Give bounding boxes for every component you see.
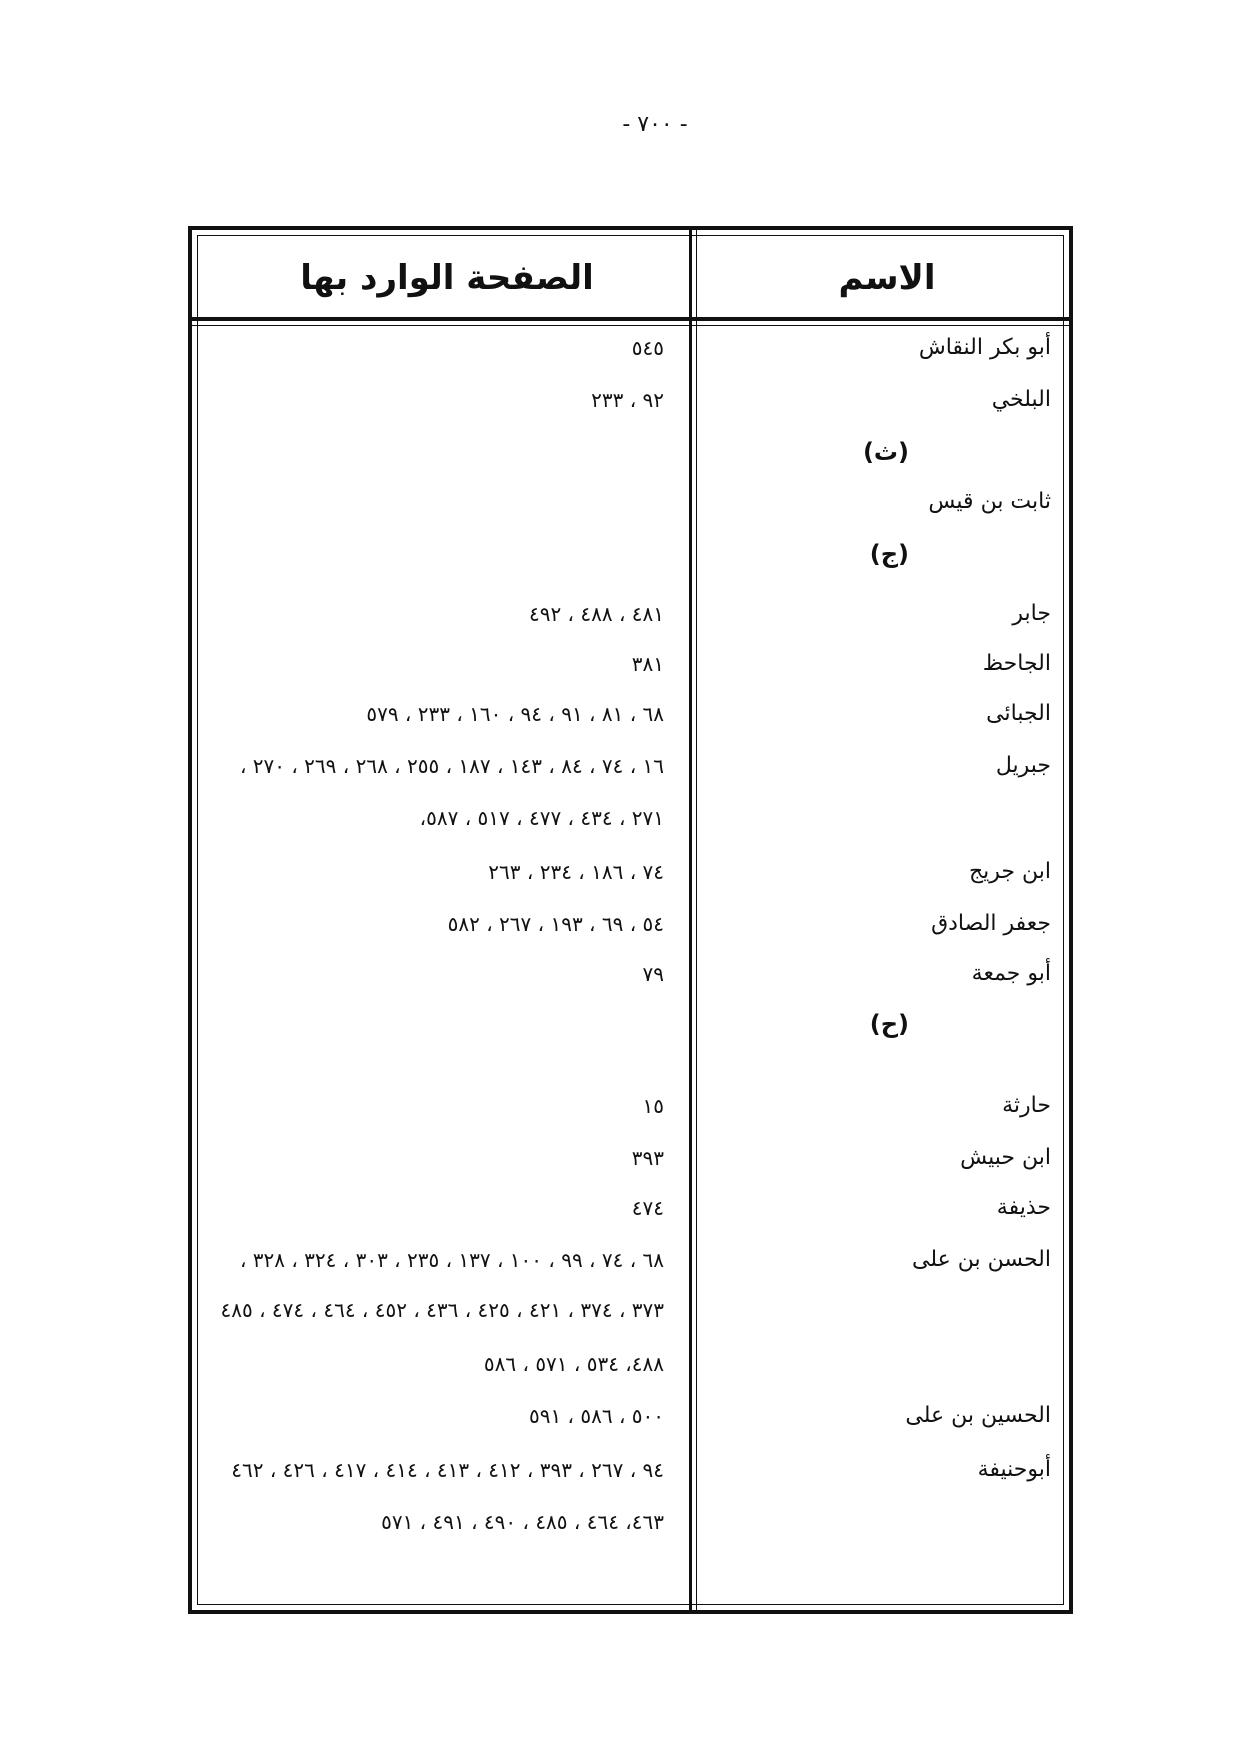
page-number: - ٧٠٠ - [622, 112, 688, 137]
pages-cell: ١٦ ، ٧٤ ، ٨٤ ، ١٤٣ ، ١٨٧ ، ٢٥٥ ، ٢٦٨ ، ٢٦٩ ، ٢٧٠ ، [239, 754, 664, 778]
table-row [192, 1080, 1069, 1132]
table-row [192, 740, 1069, 792]
name-cell: أبو بكر النقاش [918, 335, 1051, 360]
pages-cell: ٥٤٥ [631, 336, 664, 360]
pages-cell: ٢٧١ ، ٤٣٤ ، ٤٧٧ ، ٥١٧ ، ٥٨٧، [419, 806, 664, 830]
table-row [192, 1338, 1069, 1390]
pages-cell: ٥٠٠ ، ٥٨٦ ، ٥٩١ [528, 1404, 664, 1428]
name-cell: جبريل [995, 753, 1051, 778]
name-cell: ابن جريج [968, 859, 1051, 884]
name-cell: ابن حبيش [960, 1145, 1051, 1170]
name-cell: أبو جمعة [971, 961, 1051, 986]
letter-heading-row [192, 998, 1069, 1050]
table-row [192, 1390, 1069, 1442]
name-cell: جابر [1012, 601, 1051, 626]
name-cell: ثابت بن قيس [928, 489, 1051, 514]
header-pages: الصفحة الوارد بها [300, 258, 594, 298]
pages-cell: ٣٨١ [631, 652, 664, 676]
pages-cell: ٤٨٨، ٥٣٤ ، ٥٧١ ، ٥٨٦ [483, 1352, 664, 1376]
pages-cell: ٩٤ ، ٢٦٧ ، ٣٩٣ ، ٤١٢ ، ٤١٣ ، ٤١٤ ، ٤١٧ ، ٤٢٦ ، ٤٦٢ [231, 1458, 664, 1482]
table-row [192, 792, 1069, 844]
table-row [192, 688, 1069, 740]
pages-cell: ٩٢ ، ٢٣٣ [591, 388, 664, 412]
table-row [192, 948, 1069, 1000]
name-cell: الجبائى [986, 701, 1051, 726]
name-cell: حارثة [1002, 1093, 1051, 1118]
pages-cell: ٤٨١ ، ٤٨٨ ، ٤٩٢ [528, 602, 664, 626]
pages-cell: ٣٩٣ [631, 1146, 664, 1170]
name-cell: البلخي [991, 387, 1051, 412]
pages-cell: ٧٤ ، ١٨٦ ، ٢٣٤ ، ٢٦٣ [488, 860, 664, 884]
table-row [192, 1182, 1069, 1234]
table-row [192, 322, 1069, 374]
table-row [192, 898, 1069, 950]
table-row [192, 476, 1069, 528]
letter-heading: (ج) [869, 540, 909, 568]
name-cell: حذيفة [996, 1195, 1051, 1220]
name-cell: الحسن بن على [912, 1247, 1051, 1272]
header-name: الاسم [838, 258, 936, 298]
pages-cell: ٥٤ ، ٦٩ ، ١٩٣ ، ٢٦٧ ، ٥٨٢ [447, 912, 664, 936]
pages-cell: ٦٨ ، ٧٤ ، ٩٩ ، ١٠٠ ، ١٣٧ ، ٢٣٥ ، ٣٠٣ ، ٣٢٤ ، ٣٢٨ ، [239, 1248, 664, 1272]
table-row [192, 1284, 1069, 1336]
table-row [192, 846, 1069, 898]
pages-cell: ٤٧٤ [631, 1196, 664, 1220]
name-cell: الحسين بن على [905, 1403, 1051, 1428]
letter-heading-row [192, 528, 1069, 580]
name-cell: أبوحنيفة [977, 1457, 1051, 1482]
letter-heading: (ح) [869, 1010, 909, 1038]
pages-cell: ٧٩ [642, 962, 664, 986]
name-cell: جعفر الصادق [931, 911, 1051, 936]
pages-cell: ٦٨ ، ٨١ ، ٩١ ، ٩٤ ، ١٦٠ ، ٢٣٣ ، ٥٧٩ [366, 702, 664, 726]
table-row [192, 1132, 1069, 1184]
table-row [192, 638, 1069, 690]
table-row [192, 1234, 1069, 1286]
letter-heading-row [192, 426, 1069, 478]
letter-heading: (ث) [862, 438, 909, 466]
pages-cell: ١٥ [642, 1094, 664, 1118]
table-row [192, 1444, 1069, 1496]
name-cell: الجاحظ [982, 651, 1051, 676]
pages-cell: ٣٧٣ ، ٣٧٤ ، ٤٢١ ، ٤٢٥ ، ٤٣٦ ، ٤٥٢ ، ٤٦٤ ، ٤٧٤ ، ٤٨٥ [220, 1298, 664, 1322]
table-row [192, 1496, 1069, 1548]
pages-cell: ٤٦٣، ٤٦٤ ، ٤٨٥ ، ٤٩٠ ، ٤٩١ ، ٥٧١ [381, 1510, 664, 1534]
index-table [188, 226, 1073, 1614]
table-row [192, 374, 1069, 426]
table-row [192, 588, 1069, 640]
